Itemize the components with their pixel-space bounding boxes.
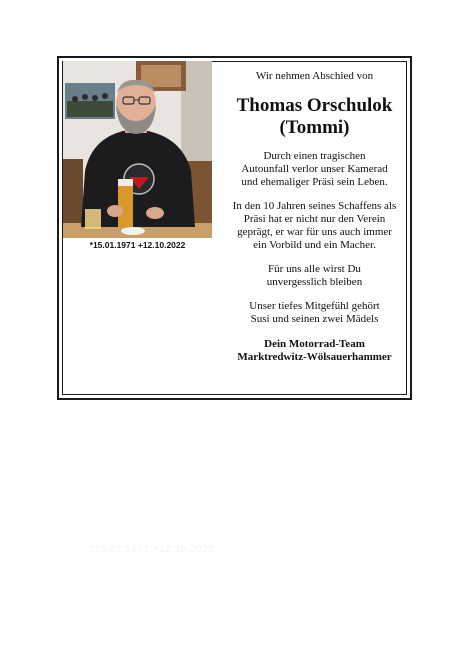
paragraph-tribute bbox=[219, 200, 410, 252]
paragraph-memory bbox=[219, 263, 410, 289]
text-line: Autounfall verlor unser Kamerad bbox=[241, 163, 388, 175]
paragraph-condolence bbox=[219, 300, 410, 326]
beer-glass bbox=[118, 183, 133, 227]
text-line: Susi und seinen zwei Mädels bbox=[250, 313, 379, 325]
signature-line: Dein Motorrad-Team bbox=[264, 338, 365, 350]
intro-text: Wir nehmen Abschied von bbox=[255, 70, 374, 82]
signature-line: Marktredwitz-Wölsauerhammer bbox=[237, 351, 392, 363]
faint-watermark-dates: *15.01.1971 +12.10.2022 bbox=[90, 544, 215, 555]
signature bbox=[219, 338, 410, 364]
text-line: In den 10 Jahren seines Schaffens als bbox=[232, 200, 397, 212]
text-line: Präsi hat er nicht nur den Verein bbox=[243, 213, 386, 225]
text-line: Unser tiefes Mitgefühl gehört bbox=[249, 300, 380, 312]
life-dates-caption: *15.01.1971 +12.10.2022 bbox=[89, 240, 186, 250]
text-line: und ehemaliger Präsi sein Leben. bbox=[241, 176, 388, 188]
deceased-name: Thomas Orschulok bbox=[236, 95, 393, 116]
text-line: geprägt, er war für uns auch immer bbox=[237, 226, 392, 238]
deceased-nickname: (Tommi) bbox=[279, 117, 350, 138]
text-line: Durch einen tragischen bbox=[263, 150, 366, 162]
text-line: Für uns alle wirst Du bbox=[268, 263, 361, 275]
text-line: unvergesslich bleiben bbox=[266, 276, 363, 288]
obituary-text bbox=[219, 70, 410, 364]
text-line: ein Vorbild und ein Macher. bbox=[253, 239, 376, 251]
paragraph-accident bbox=[219, 150, 410, 189]
portrait-photo bbox=[63, 61, 212, 238]
